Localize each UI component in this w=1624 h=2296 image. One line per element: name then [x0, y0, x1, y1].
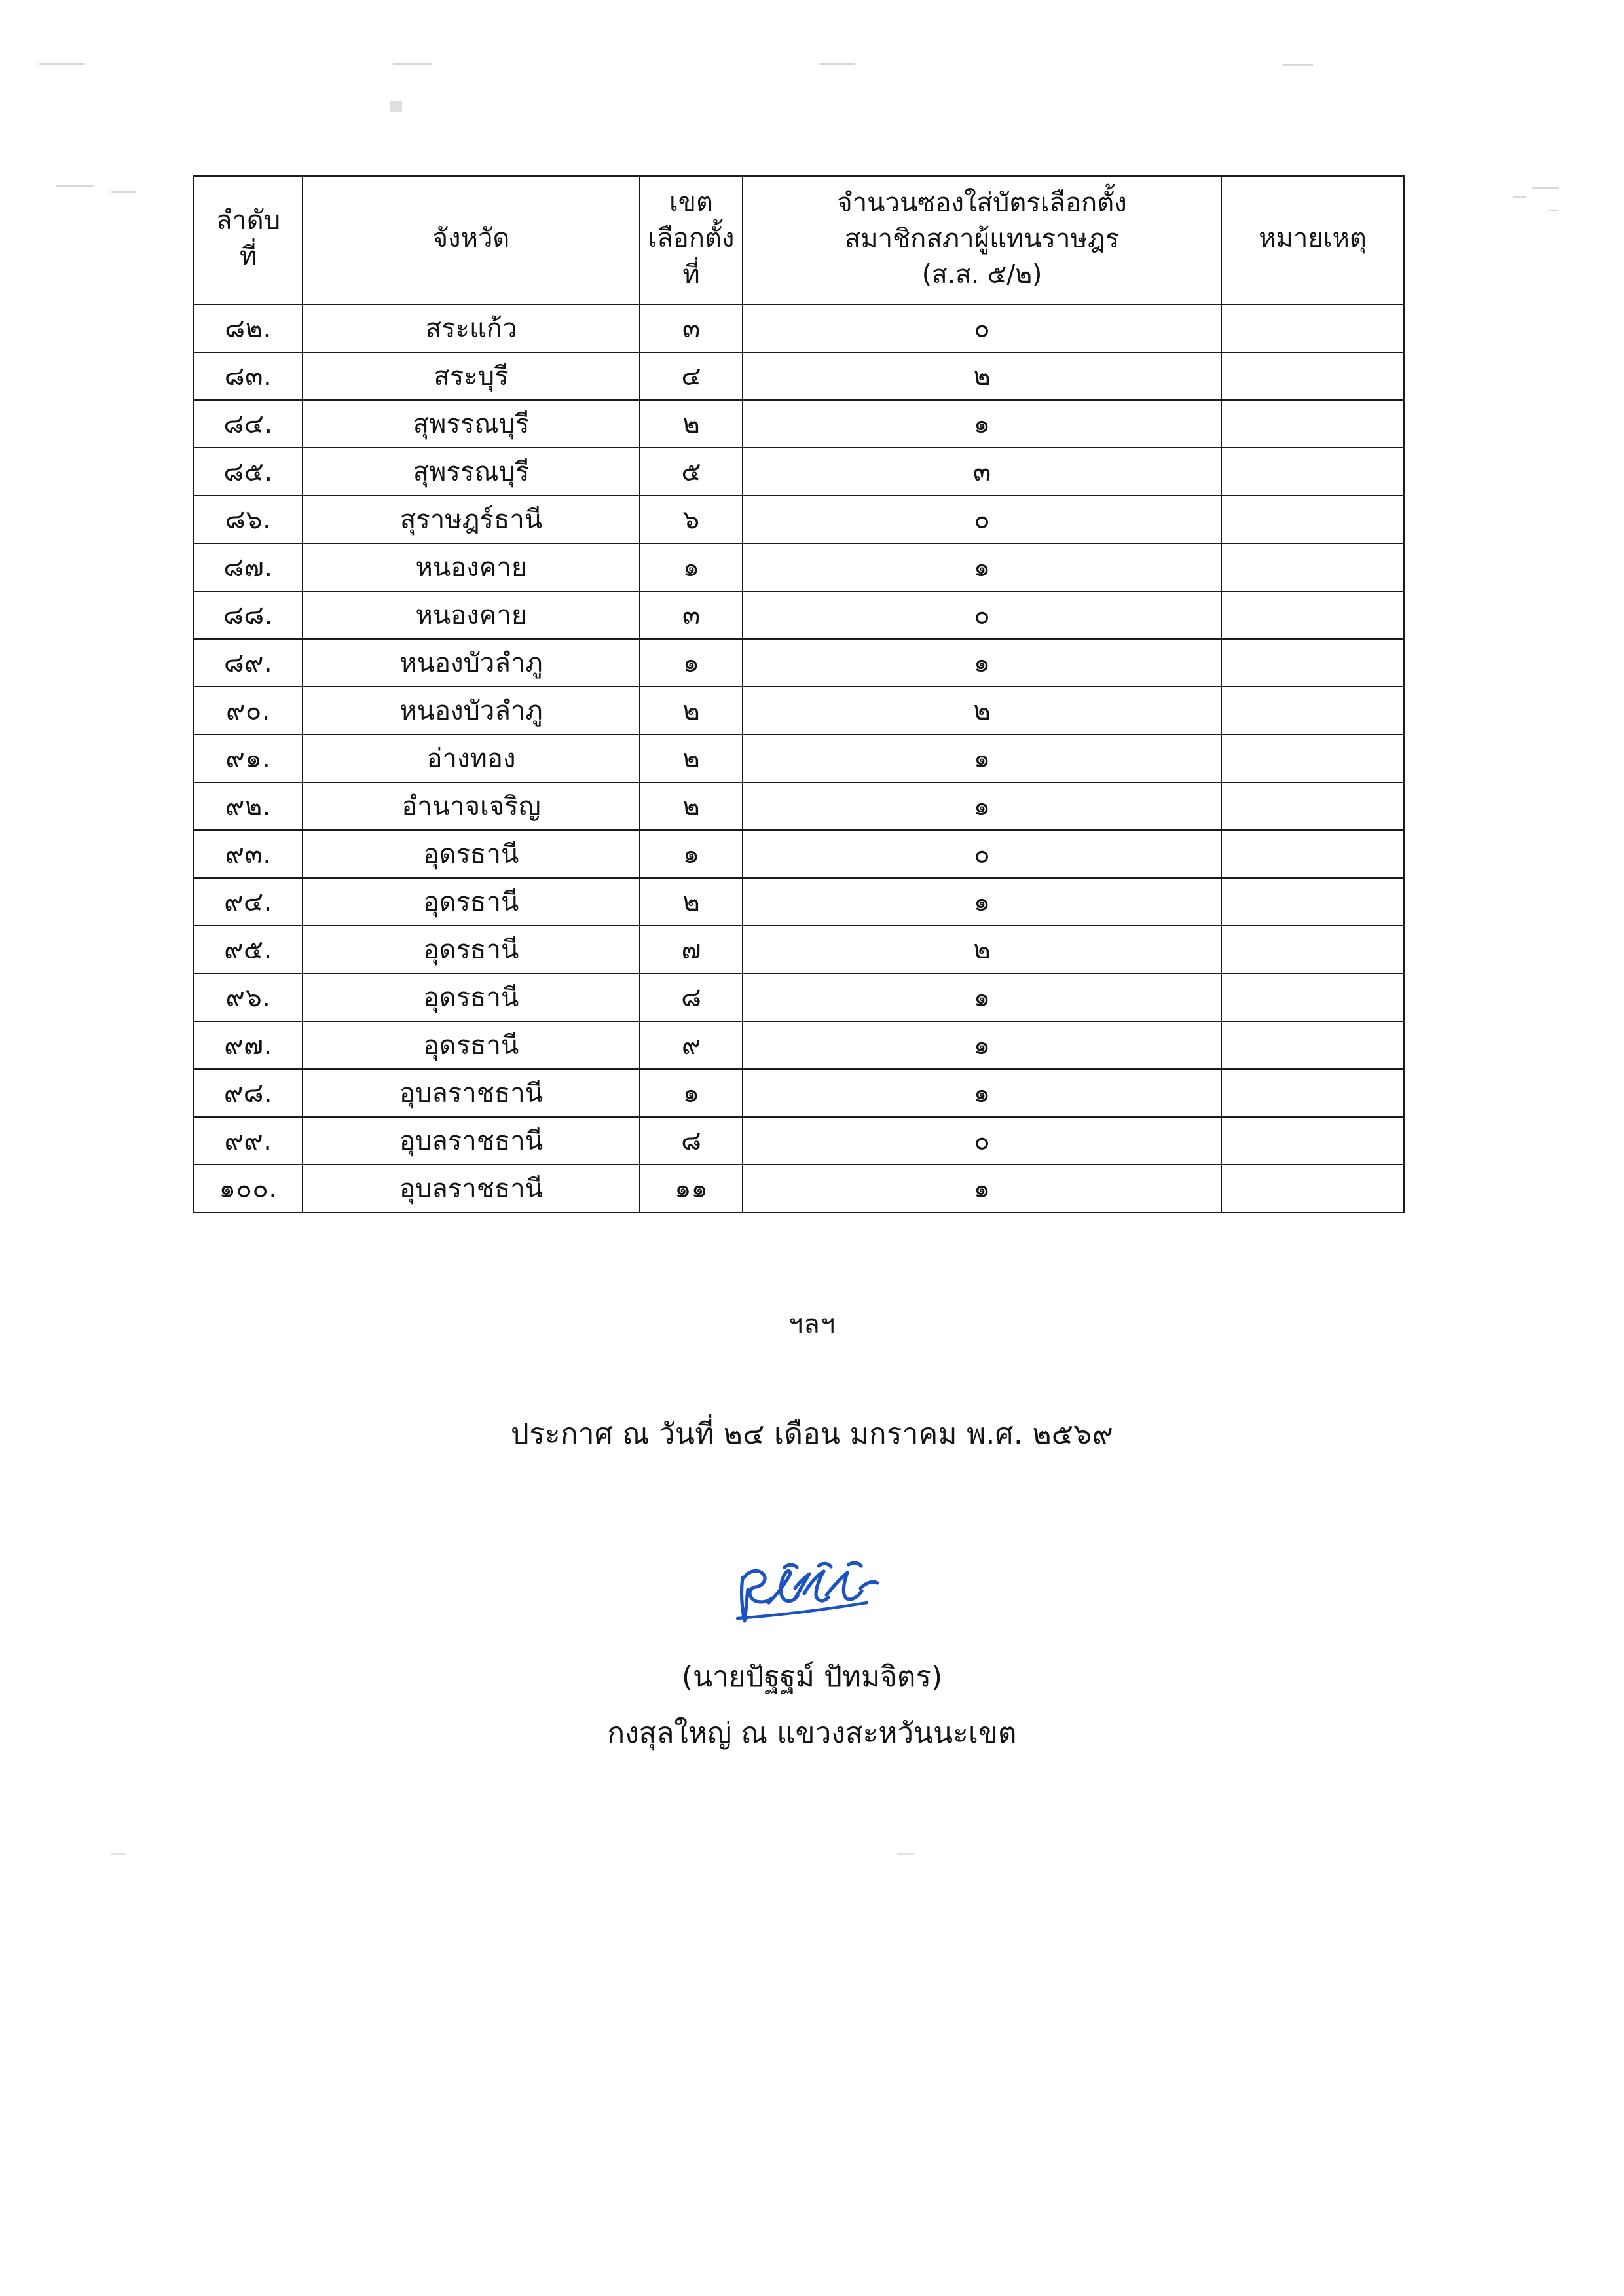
cell-envelope-count: ๑ [743, 400, 1221, 448]
cell-envelope-count: ๑ [743, 639, 1221, 687]
table-row [194, 352, 1404, 400]
cell-province: อุบลราชธานี [303, 1117, 640, 1165]
cell-order: ๙๔. [194, 878, 303, 926]
cell-order: ๘๓. [194, 352, 303, 400]
column-header-count-line2: สมาชิกสภาผู้แทนราษฎร [844, 224, 1120, 255]
cell-province: อุดรธานี [303, 878, 640, 926]
cell-zone: ๙ [640, 1021, 743, 1069]
cell-province: อุดรธานี [303, 974, 640, 1021]
cell-zone: ๗ [640, 926, 743, 974]
column-header-zone-line1: เขต [669, 187, 713, 218]
table-row [194, 591, 1404, 639]
cell-remark [1221, 974, 1404, 1021]
cell-remark [1221, 1021, 1404, 1069]
cell-province: อ่างทอง [303, 735, 640, 782]
cell-envelope-count: ๐ [743, 591, 1221, 639]
cell-zone: ๘ [640, 974, 743, 1021]
signatory-title: กงสุลใหญ่ ณ แขวงสะหวันนะเขต [607, 1717, 1017, 1750]
cell-envelope-count: ๑ [743, 1165, 1221, 1212]
cell-envelope-count: ๑ [743, 1021, 1221, 1069]
cell-zone: ๘ [640, 1117, 743, 1165]
table-row [194, 1069, 1404, 1117]
cell-remark [1221, 304, 1404, 352]
column-header-province [303, 176, 640, 304]
cell-order: ๙๑. [194, 735, 303, 782]
cell-province: อุบลราชธานี [303, 1165, 640, 1212]
table-row [194, 926, 1404, 974]
cell-order: ๘๘. [194, 591, 303, 639]
etcetera-mark: ฯลฯ [788, 1309, 836, 1339]
column-header-count-line1: จำนวนซองใส่บัตรเลือกตั้ง [837, 187, 1127, 218]
cell-order: ๙๙. [194, 1117, 303, 1165]
scan-artifact [393, 63, 432, 65]
cell-envelope-count: ๒ [743, 352, 1221, 400]
column-header-order-line2: ที่ [239, 242, 257, 272]
cell-order: ๘๕. [194, 448, 303, 496]
cell-order: ๙๒. [194, 782, 303, 830]
column-header-remark-label: หมายเหตุ [1259, 223, 1367, 254]
cell-zone: ๑ [640, 830, 743, 878]
cell-province: หนองบัวลำภู [303, 687, 640, 735]
table-row [194, 687, 1404, 735]
cell-zone: ๔ [640, 352, 743, 400]
cell-envelope-count: ๒ [743, 687, 1221, 735]
cell-province: หนองคาย [303, 543, 640, 591]
cell-order: ๘๖. [194, 496, 303, 543]
cell-envelope-count: ๑ [743, 878, 1221, 926]
scan-artifact [819, 63, 855, 65]
cell-zone: ๒ [640, 878, 743, 926]
table-row [194, 830, 1404, 878]
scan-artifact [1283, 64, 1313, 66]
cell-province: อุดรธานี [303, 926, 640, 974]
table-row [194, 878, 1404, 926]
cell-order: ๙๗. [194, 1021, 303, 1069]
table-row [194, 1021, 1404, 1069]
column-header-order [194, 176, 303, 304]
cell-province: หนองบัวลำภู [303, 639, 640, 687]
cell-zone: ๓ [640, 304, 743, 352]
cell-province: อุดรธานี [303, 830, 640, 878]
cell-zone: ๒ [640, 782, 743, 830]
cell-zone: ๒ [640, 735, 743, 782]
cell-envelope-count: ๑ [743, 543, 1221, 591]
column-header-order-line1: ลำดับ [215, 205, 281, 236]
scan-artifact [56, 185, 94, 187]
cell-order: ๙๓. [194, 830, 303, 878]
signatory-name: (นายปัฐฐม์ ปัทมจิตร) [681, 1660, 943, 1694]
table-header [194, 176, 1404, 304]
cell-remark [1221, 591, 1404, 639]
scan-artifact [39, 63, 85, 65]
cell-order: ๙๕. [194, 926, 303, 974]
cell-zone: ๑ [640, 543, 743, 591]
table-row [194, 400, 1404, 448]
table-row [194, 782, 1404, 830]
cell-remark [1221, 352, 1404, 400]
promulgation-date-line: ประกาศ ณ วันที่ ๒๔ เดือน มกราคม พ.ศ. ๒๕๖๙ [510, 1417, 1114, 1451]
cell-province: อำนาจเจริญ [303, 782, 640, 830]
cell-province: อุบลราชธานี [303, 1069, 640, 1117]
table-row [194, 1165, 1404, 1212]
cell-remark [1221, 1165, 1404, 1212]
column-header-zone-line2: เลือกตั้งที่ [648, 223, 735, 290]
column-header-zone [640, 176, 743, 304]
cell-zone: ๕ [640, 448, 743, 496]
cell-remark [1221, 400, 1404, 448]
table-row [194, 974, 1404, 1021]
scan-artifact [111, 191, 136, 193]
ballot-envelope-table [193, 175, 1405, 1213]
cell-province: สระแก้ว [303, 304, 640, 352]
cell-order: ๙๖. [194, 974, 303, 1021]
cell-order: ๘๙. [194, 639, 303, 687]
header-row [194, 176, 1404, 304]
table-body [194, 304, 1404, 1212]
cell-envelope-count: ๐ [743, 304, 1221, 352]
scan-artifact [390, 101, 402, 112]
table-row [194, 735, 1404, 782]
cell-order: ๑๐๐. [194, 1165, 303, 1212]
cell-zone: ๖ [640, 496, 743, 543]
cell-remark [1221, 1069, 1404, 1117]
cell-envelope-count: ๑ [743, 974, 1221, 1021]
cell-zone: ๑ [640, 639, 743, 687]
cell-envelope-count: ๓ [743, 448, 1221, 496]
signature-block [0, 1558, 1624, 1756]
table-row [194, 1117, 1404, 1165]
cell-envelope-count: ๑ [743, 782, 1221, 830]
cell-province: สุพรรณบุรี [303, 448, 640, 496]
cell-remark [1221, 496, 1404, 543]
cell-zone: ๒ [640, 687, 743, 735]
cell-province: สระบุรี [303, 352, 640, 400]
column-header-count-line3: (ส.ส. ๕/๒) [921, 260, 1043, 290]
cell-zone: ๑๑ [640, 1165, 743, 1212]
cell-order: ๘๗. [194, 543, 303, 591]
cell-order: ๘๔. [194, 400, 303, 448]
column-header-remark [1221, 176, 1404, 304]
cell-envelope-count: ๐ [743, 1117, 1221, 1165]
cell-remark [1221, 782, 1404, 830]
cell-order: ๙๐. [194, 687, 303, 735]
table-row [194, 496, 1404, 543]
cell-zone: ๑ [640, 1069, 743, 1117]
scan-artifact [1549, 210, 1558, 211]
cell-envelope-count: ๑ [743, 735, 1221, 782]
column-header-envelope-count [743, 176, 1221, 304]
table-row [194, 448, 1404, 496]
scan-artifact [1513, 196, 1526, 198]
cell-province: หนองคาย [303, 591, 640, 639]
cell-remark [1221, 830, 1404, 878]
cell-remark [1221, 639, 1404, 687]
cell-province: สุราษฎร์ธานี [303, 496, 640, 543]
cell-remark [1221, 1117, 1404, 1165]
table-row [194, 304, 1404, 352]
column-header-province-label: จังหวัด [432, 223, 510, 254]
cell-zone: ๒ [640, 400, 743, 448]
cell-envelope-count: ๒ [743, 926, 1221, 974]
cell-remark [1221, 878, 1404, 926]
cell-remark [1221, 735, 1404, 782]
scan-artifact [1532, 187, 1559, 189]
cell-remark [1221, 543, 1404, 591]
cell-order: ๘๒. [194, 304, 303, 352]
cell-province: อุดรธานี [303, 1021, 640, 1069]
cell-remark [1221, 687, 1404, 735]
cell-envelope-count: ๐ [743, 496, 1221, 543]
table-row [194, 543, 1404, 591]
cell-remark [1221, 448, 1404, 496]
scan-artifact [111, 1853, 126, 1855]
cell-zone: ๓ [640, 591, 743, 639]
scan-artifact [897, 1853, 914, 1855]
cell-envelope-count: ๐ [743, 830, 1221, 878]
cell-remark [1221, 926, 1404, 974]
cell-envelope-count: ๑ [743, 1069, 1221, 1117]
cell-province: สุพรรณบุรี [303, 400, 640, 448]
cell-order: ๙๘. [194, 1069, 303, 1117]
table-row [194, 639, 1404, 687]
handwritten-signature [727, 1558, 897, 1631]
